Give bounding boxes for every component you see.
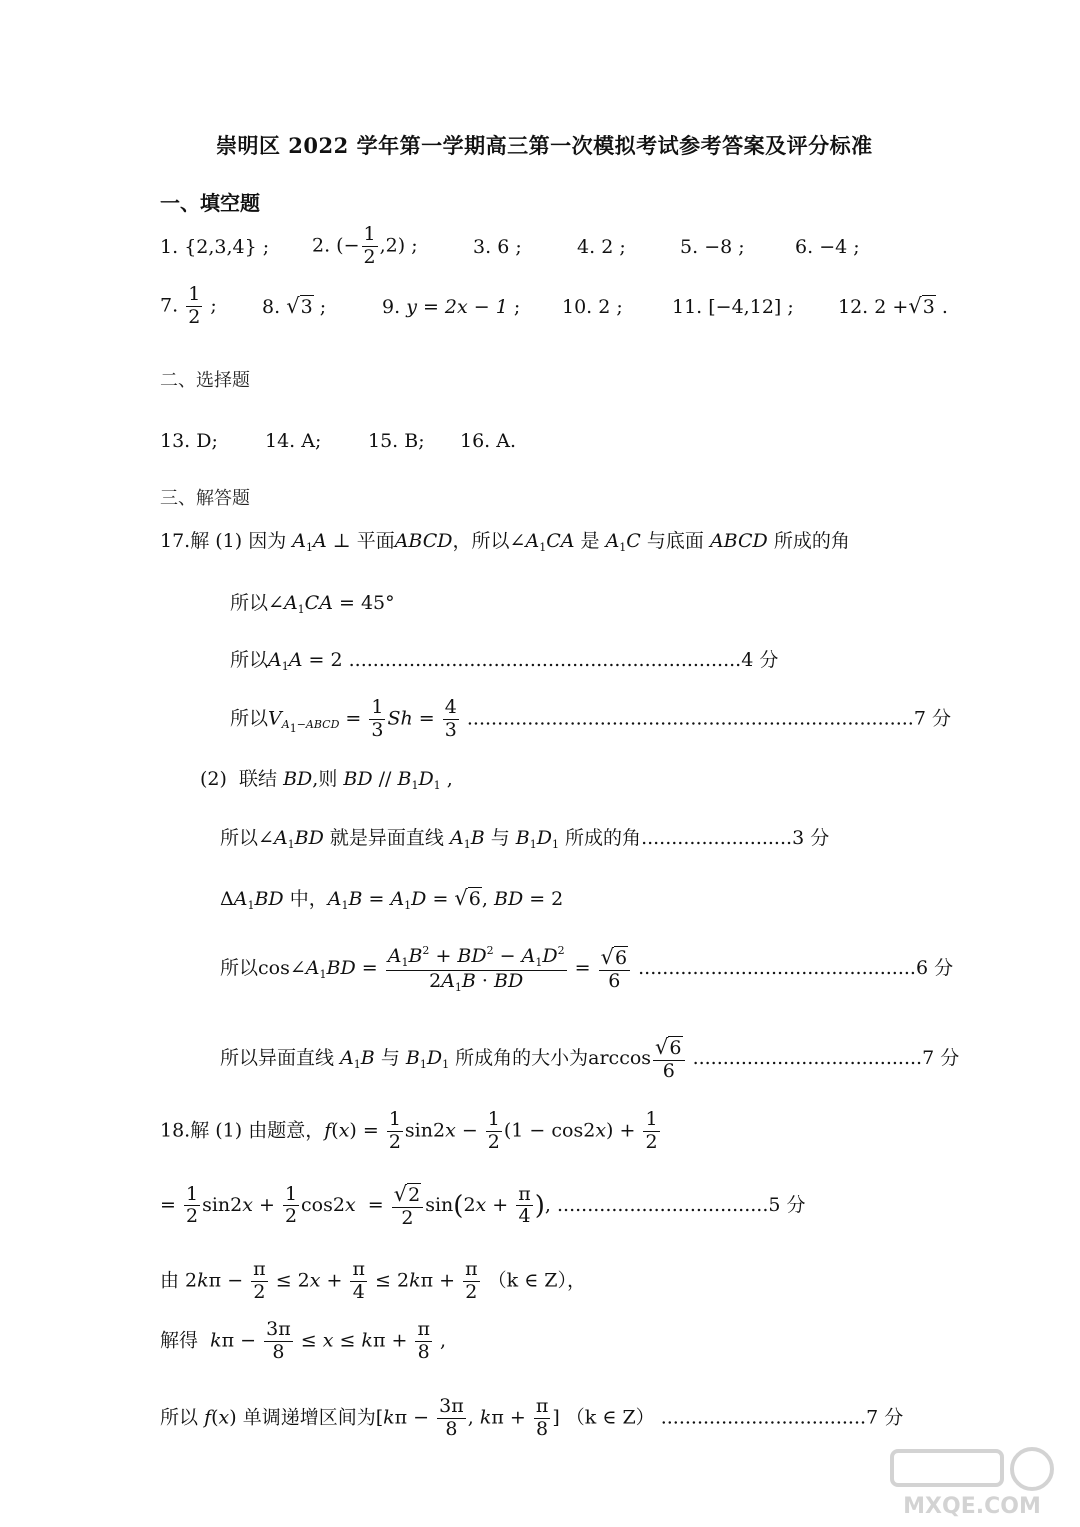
q17-line-1: 17.解 (1) 因为 $A_1A$ ⊥ 平面ABCD，所以$\angle A_1CA$ 是 $A_1C$ 与底面 ABCD 所成的角 bbox=[160, 530, 850, 554]
q1-value: {2,3,4} bbox=[184, 236, 257, 258]
answer-q6: 6. −4 ; bbox=[795, 236, 860, 258]
page-title: 崇明区 2022 学年第一学期高三第一次模拟考试参考答案及评分标准 bbox=[216, 133, 873, 158]
q17-line-2: 所以$\angle A_1CA = 45^\circ$ bbox=[230, 592, 395, 616]
answer-q7: 7. $\frac{1}{2}$ ; bbox=[160, 283, 217, 328]
q17-part2-line-2: 所以$\angle A_1BD$ 就是异面直线 $A_1B$ 与 $B_1D_1$ 所成的角.........................3 分 bbox=[220, 827, 830, 851]
q18-line-1: 18.解 (1) 由题意，f(x) = $\frac{1}{2}$ sin2x − $\frac{1}{2}$ (1 − cos2x) + $\frac{1}{2}$ bbox=[160, 1108, 658, 1153]
q17-line-3: 所以$A_1A = 2$ .................................................................4 分 bbox=[230, 649, 779, 673]
q2-number: 2. bbox=[312, 234, 331, 257]
q17-part2-line-5: 所以异面直线 $A_1B$ 与 $B_1D_1$ 所成角的大小为arccos $\frac{√6}{6}$ ......................................7 分 bbox=[220, 1035, 960, 1082]
q18-line-4: 解得 kπ − $\frac{3\pi}{8}$ ≤ x ≤ kπ + $\frac{\pi}{8}$ , bbox=[160, 1318, 447, 1363]
score-mark: 7 分 bbox=[922, 1046, 960, 1069]
answer-q4: 4. 2 ; bbox=[577, 236, 626, 258]
choice-q14: 14. A; bbox=[265, 430, 322, 452]
q17-line-4: 所以$V_{A_1-ABCD}$ = $\frac{1}{3}$ Sh = $\frac{4}{3}$ ..........................................................................7 分 bbox=[230, 696, 951, 741]
q8-sqrt: √3 bbox=[286, 294, 313, 318]
score-mark: 4 分 bbox=[741, 649, 779, 671]
answer-q9: 9. y = 2x − 1 ; bbox=[382, 296, 521, 318]
q18-line-3: 由 2kπ − $\frac{\pi}{2}$ ≤ 2x + $\frac{\pi}{4}$ ≤ 2kπ + $\frac{\pi}{2}$ （k ∈ Z）， bbox=[160, 1258, 586, 1303]
q17-part2-line-1: (2) 联结 BD,则 BD // $B_1D_1$ , bbox=[200, 768, 453, 792]
q1-number: 1. bbox=[160, 236, 179, 258]
score-mark: 6 分 bbox=[915, 957, 954, 980]
q2-fraction: $\frac{1}{2}$ bbox=[363, 223, 376, 268]
answer-q8: 8. √3 ; bbox=[262, 294, 327, 318]
choice-q16: 16. A. bbox=[460, 430, 517, 452]
score-mark: 7 分 bbox=[866, 1406, 904, 1429]
answer-q12: 12. 2 +√3 . bbox=[838, 294, 948, 318]
answer-q1: 1. {2,3,4} ; bbox=[160, 236, 270, 258]
answer-q11: 11. [−4,12] ; bbox=[672, 296, 794, 318]
q2-tail: ,2) bbox=[379, 234, 406, 257]
q17-part2-line-4: 所以$\cos\angle A_1BD$ = $\frac{A_1B^2 + BD^2 - A_1D^2}{2A_1B \cdot BD}$ = $\frac{√6}{6}$ ..............................................6 分 bbox=[220, 944, 954, 994]
score-mark: 3 分 bbox=[792, 827, 830, 849]
section-solutions: 三、解答题 bbox=[160, 488, 250, 509]
svg-text:MXQE.COM: MXQE.COM bbox=[903, 1494, 1041, 1519]
answer-q10: 10. 2 ; bbox=[562, 296, 623, 318]
watermark-logo bbox=[882, 1441, 1062, 1521]
q18-line-5: 所以 f(x) 单调递增区间为[kπ − $\frac{3\pi}{8}$ , kπ + $\frac{\pi}{8}$ ] （k ∈ Z） ..................................7 分 bbox=[160, 1395, 904, 1440]
answer-q3: 3. 6 ; bbox=[473, 236, 522, 258]
choice-q15: 15. B; bbox=[368, 430, 425, 452]
score-mark: 7 分 bbox=[913, 707, 951, 730]
answer-q2: 2. (− $\frac{1}{2}$ ,2) ; bbox=[312, 223, 418, 268]
q18-line-2: = $\frac{1}{2}$ sin2x + $\frac{1}{2}$ cos2x = $\frac{√2}{2}$ sin(2x + $\frac{\pi}{4}$ ), ...................................5 分 bbox=[160, 1182, 806, 1229]
score-mark: 5 分 bbox=[768, 1193, 806, 1216]
section-multiple-choice: 二、选择题 bbox=[160, 370, 250, 391]
answer-q5: 5. −8 ; bbox=[680, 236, 745, 258]
choice-q13: 13. D; bbox=[160, 430, 218, 452]
section-fill-in: 一、填空题 bbox=[160, 191, 260, 215]
q17-part2-line-3: $\Delta A_1BD$ 中，$A_1B = A_1D = √6$, BD = 2 bbox=[220, 886, 564, 912]
q7-fraction: $\frac{1}{2}$ bbox=[188, 283, 201, 328]
q12-sqrt: √3 bbox=[908, 294, 935, 318]
